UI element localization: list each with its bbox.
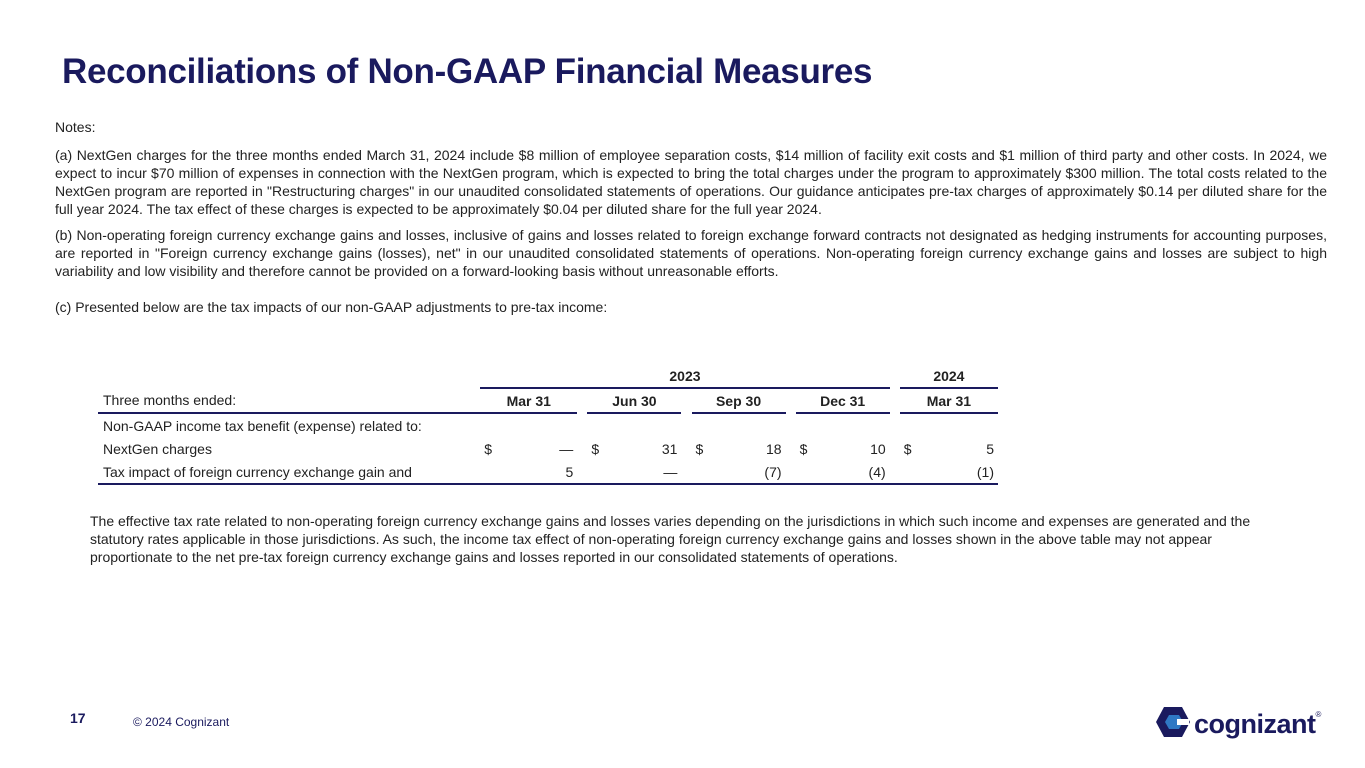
cell-value: 5 <box>986 440 994 457</box>
year-header-row <box>98 364 998 388</box>
page-title: Reconciliations of Non-GAAP Financial Measures <box>62 52 873 91</box>
note-a: (a) NextGen charges for the three months ended March 31, 2024 include $8 million of employee separation costs, $14 million of facility exit costs and $1 million of third party and other costs. In 2024, we expect to incur $70 million of expenses in connection with the NextGen program, which is expected to bring the total charges under the program to approximately $300 million. The total costs related to the NextGen program are reported in "Restructuring charges" in our unaudited consolidated statements of operations. Our guidance anticipates pre-tax charges of approximately $0.14 per diluted share for the full year 2024. The tax effect of these charges is expected to be approximately $0.04 per diluted share for the full year 2024. <box>55 147 1327 217</box>
period-header-row <box>98 388 998 413</box>
copyright-notice: © 2024 Cognizant <box>133 715 230 729</box>
cell-value: (7) <box>710 460 786 484</box>
note-c: (c) Presented below are the tax impacts of our non-GAAP adjustments to pre-tax income: <box>55 299 608 315</box>
table-row <box>98 437 998 460</box>
tax-rate-explanation: The effective tax rate related to non-operating foreign currency exchange gains and losses varies depending on the jurisdictions in which such income and expenses are generated and the statutory rates applicable in those jurisdictions. As such, the income tax effect of non-operating foreign currency exchange gains and losses shown in the above table may not appear proportionate to the net pre-tax foreign currency exchange gains and losses reported in our consolidated statements of operations. <box>90 513 1251 565</box>
registered-mark: ® <box>1315 710 1322 719</box>
tax-impact-table <box>98 364 998 485</box>
cell-value: 5 <box>498 460 577 484</box>
currency-symbol: $ <box>591 440 600 457</box>
section-label: Non-GAAP income tax benefit (expense) related to: <box>103 417 422 434</box>
note-b: (b) Non-operating foreign currency exchange gains and losses, inclusive of gains and losses related to foreign exchange forward contracts not designated as hedging instruments for accounting purposes, are reported in "Foreign currency exchange gains (losses), net" in our unaudited consolidated statements of operations. Non-operating foreign currency exchange gains and losses are subject to high variability and low visibility and therefore cannot be provided on a forward-looking basis without unreasonable efforts. <box>55 227 1327 279</box>
section-row <box>98 413 998 437</box>
cell-value: 31 <box>661 440 678 457</box>
row-label: Tax impact of foreign currency exchange gain and <box>98 460 480 484</box>
col-header-jun30: Jun 30 <box>587 388 681 413</box>
currency-symbol: $ <box>484 440 493 457</box>
col-header-mar31-2024: Mar 31 <box>900 388 998 413</box>
cell-value: — <box>559 440 574 457</box>
cognizant-logo <box>1155 706 1321 743</box>
logo-wordmark: cognizant <box>1194 709 1316 739</box>
currency-symbol: $ <box>903 440 912 457</box>
cell-value: 18 <box>765 440 782 457</box>
notes-label: Notes: <box>55 119 96 135</box>
cell-value: — <box>606 460 682 484</box>
year-2024-header: 2024 <box>900 364 998 388</box>
row-header-label: Three months ended: <box>98 388 480 413</box>
table-row <box>98 460 998 484</box>
page-number: 17 <box>70 710 86 726</box>
year-2023-header: 2023 <box>480 364 889 388</box>
currency-symbol: $ <box>695 440 704 457</box>
cell-value: 10 <box>870 440 886 457</box>
row-label: NextGen charges <box>103 440 212 457</box>
notes-section <box>55 118 1327 324</box>
cell-value: (1) <box>918 460 998 484</box>
cognizant-logo-icon <box>1155 706 1191 743</box>
col-header-sep30: Sep 30 <box>692 388 786 413</box>
col-header-mar31-2023: Mar 31 <box>480 388 577 413</box>
cell-value: (4) <box>814 460 890 484</box>
col-header-dec31: Dec 31 <box>796 388 890 413</box>
currency-symbol: $ <box>799 440 808 457</box>
